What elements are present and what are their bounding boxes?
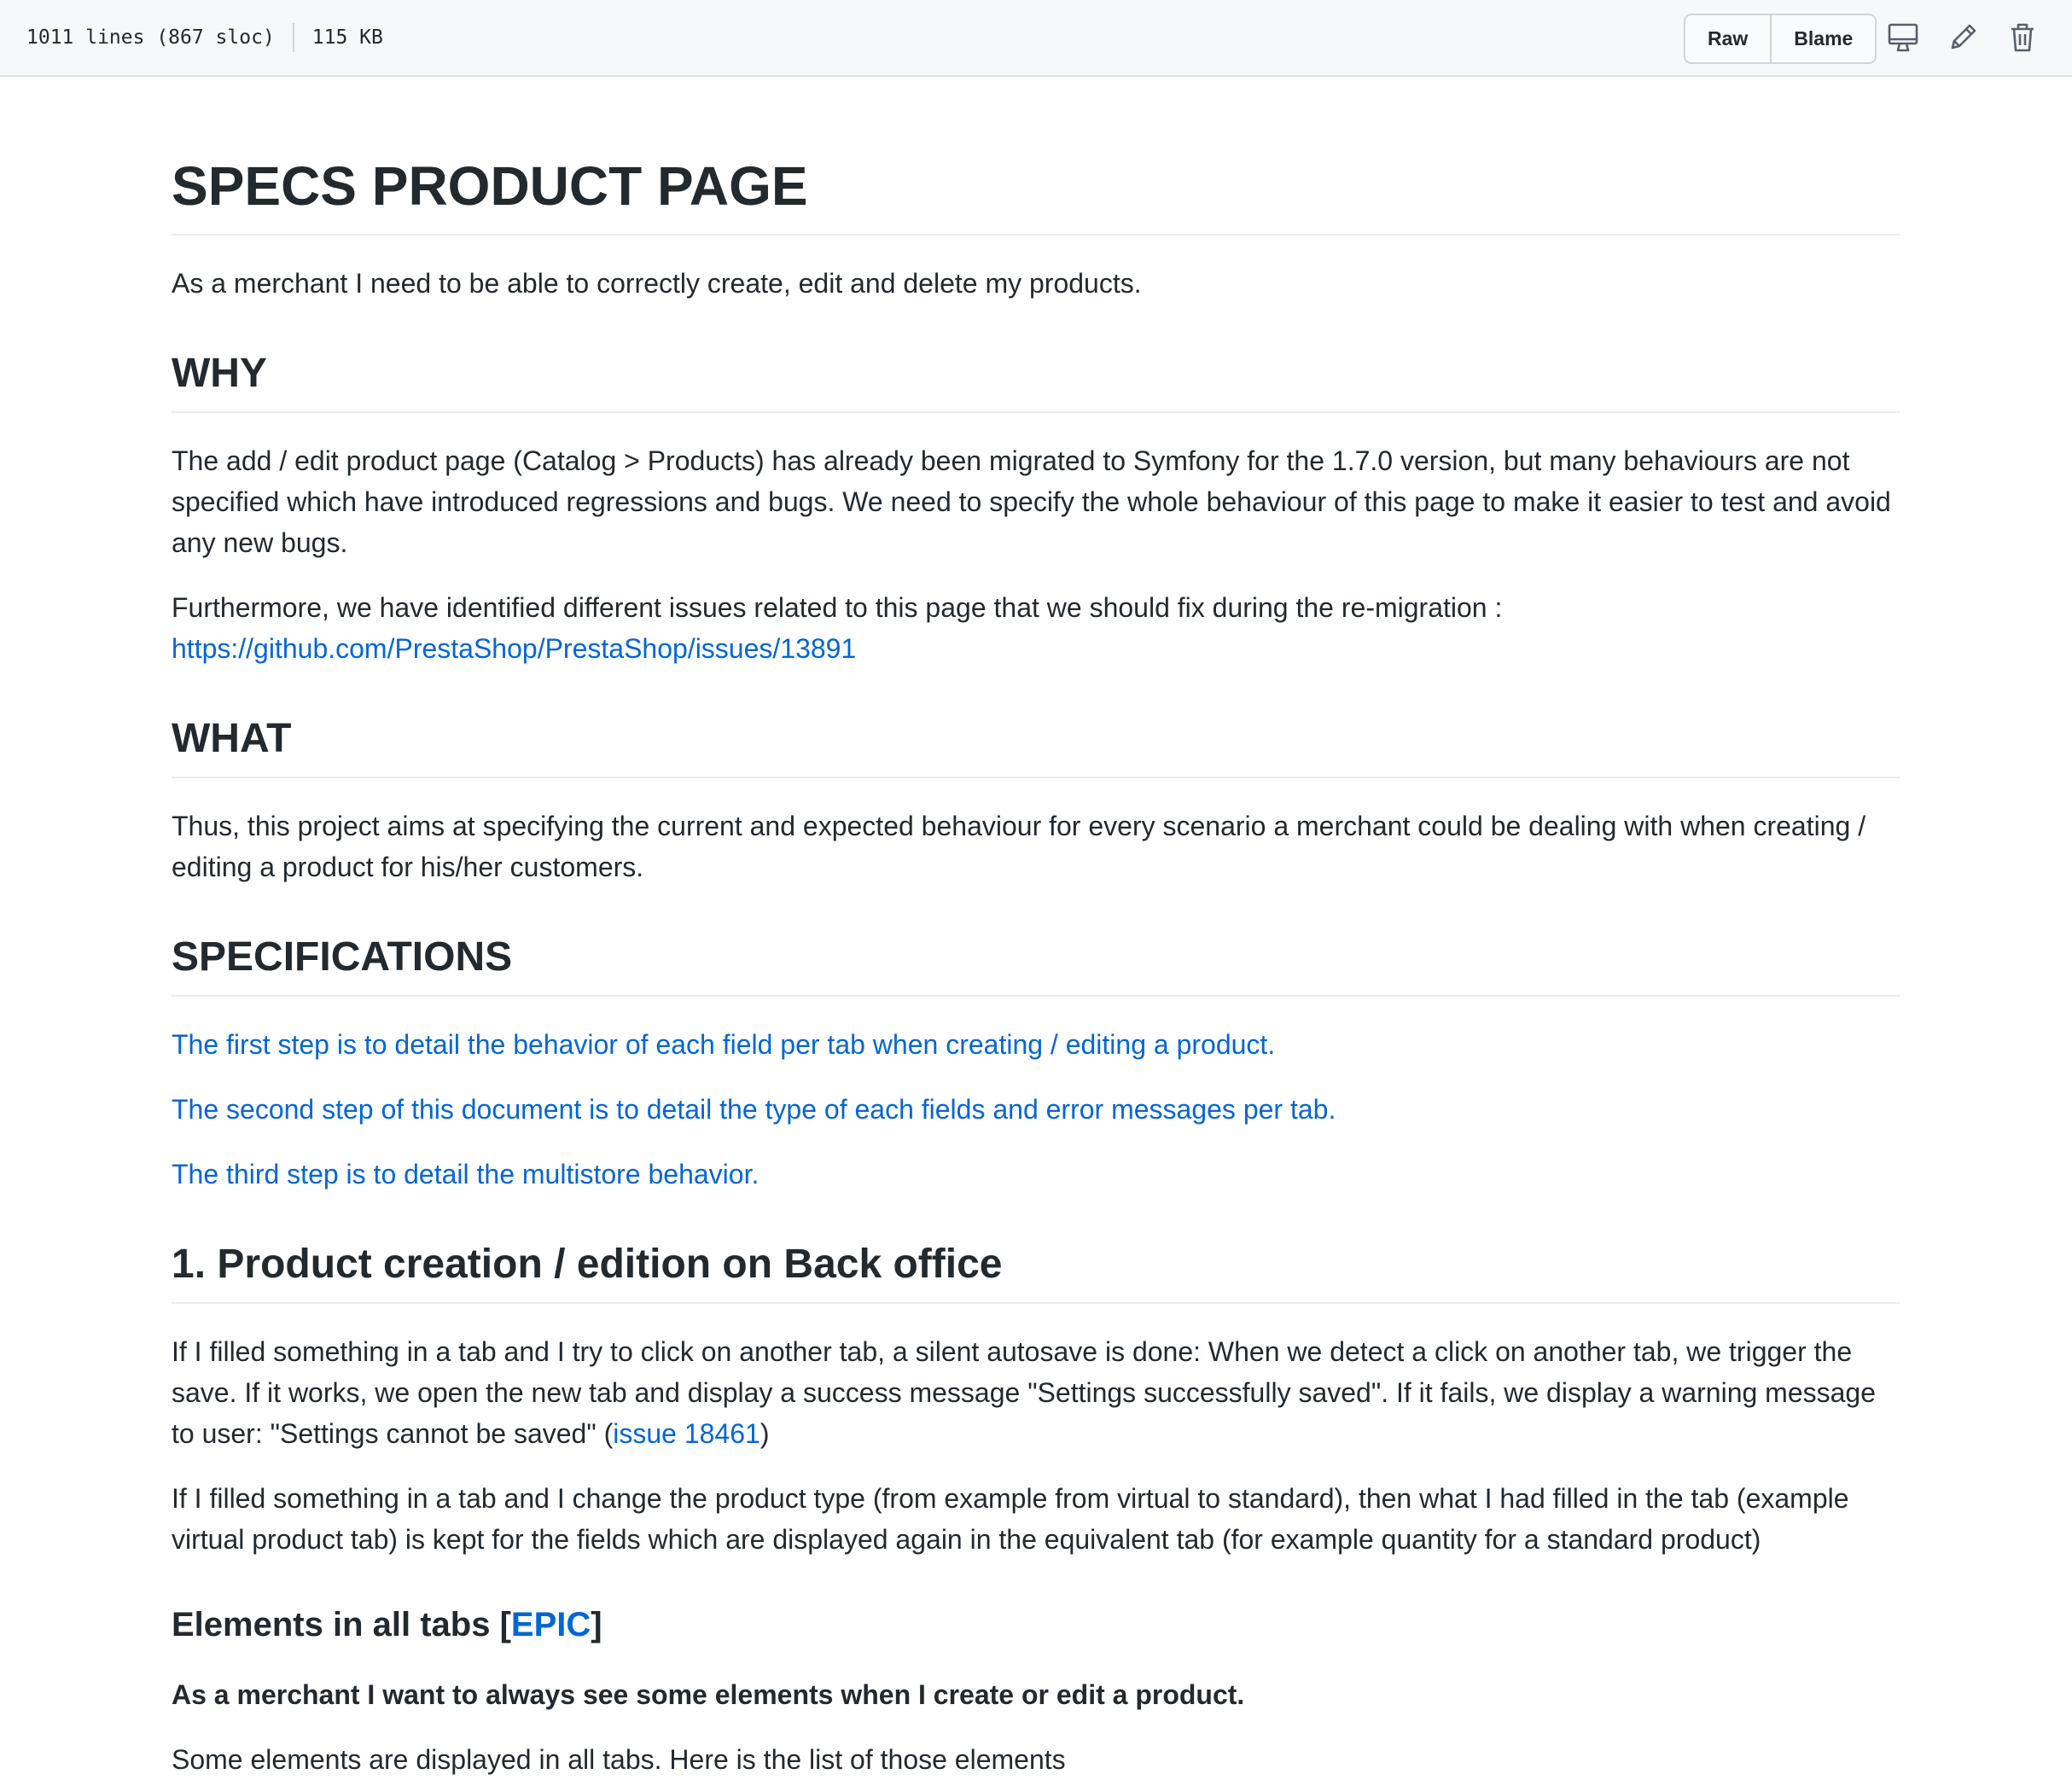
pencil-icon[interactable]	[1944, 19, 1982, 56]
divider	[293, 23, 294, 52]
spec-paragraph-1	[172, 1024, 1900, 1065]
elements-list-intro: Some elements are displayed in all tabs. Here is the list of those elements	[172, 1744, 1066, 1775]
autosave-text: If I filled something in a tab and I try to click on another tab, a silent autosave is done: When we detect a click on another tab, we trigger the save. If it works, we open the new tab and display a success message "Settings successfully saved". If it fails, we display a warning message to user: "Settings cannot be saved" (	[172, 1336, 1877, 1449]
epic-link[interactable]: EPIC	[510, 1606, 591, 1643]
file-size: 115 KB	[311, 26, 383, 49]
autosave-paragraph	[172, 1331, 1900, 1454]
elements-heading-text: Elements in all tabs [	[172, 1606, 511, 1643]
raw-button[interactable]: Raw	[1708, 27, 1749, 49]
heading-what: WHAT	[172, 713, 1900, 778]
spec-paragraph-3	[172, 1154, 1900, 1195]
heading-specifications: SPECIFICATIONS	[172, 932, 1900, 997]
markdown-body	[172, 75, 1900, 1780]
why-paragraph-1: The add / edit product page (Catalog > Products) has already been migrated to Symfony for the 1.7.0 version, but many behaviours are not specified which have introduced regressions and bugs. We need to specify the whole behaviour of this page to make it easier to test and avoid any new bugs.	[172, 445, 1891, 558]
why-paragraph-2	[172, 587, 1900, 669]
issue-18461-link[interactable]: issue 18461	[613, 1418, 760, 1449]
view-button-group	[1684, 14, 1877, 64]
elements-heading-end: ]	[591, 1606, 602, 1643]
spec-paragraph-2	[172, 1089, 1900, 1130]
spec-link-first-step[interactable]: The first step is to detail the behavior of each field per tab when creating / editing a product.	[172, 1029, 1276, 1060]
spec-link-third-step[interactable]: The third step is to detail the multistore behavior.	[172, 1159, 760, 1190]
page-title: SPECS PRODUCT PAGE	[172, 152, 1900, 236]
product-type-paragraph: If I filled something in a tab and I change the product type (from example from virtual to standard), then what I had filled in the tab (example virtual product tab) is kept for the fields which are displayed again in the equivalent tab (for example quantity for a standard product)	[172, 1483, 1849, 1555]
blame-button[interactable]: Blame	[1770, 15, 1875, 62]
issue-13891-link[interactable]: https://github.com/PrestaShop/PrestaShop/issues/13891	[172, 633, 857, 664]
heading-why: WHY	[172, 348, 1900, 413]
desktop-icon[interactable]	[1884, 19, 1922, 56]
spec-link-second-step[interactable]: The second step of this document is to detail the type of each fields and error messages per tab.	[172, 1094, 1336, 1125]
trash-icon[interactable]	[2004, 19, 2041, 56]
user-story-paragraph: As a merchant I want to always see some elements when I create or edit a product.	[172, 1679, 1245, 1710]
why-paragraph-2-text: Furthermore, we have identified different issues related to this page that we should fix during the re-migration :	[172, 592, 1503, 623]
file-header	[0, 0, 2072, 77]
line-count: 1011 lines (867 sloc)	[26, 26, 275, 49]
heading-product-creation: 1. Product creation / edition on Back office	[172, 1239, 1900, 1304]
file-info	[26, 0, 383, 75]
intro-paragraph: As a merchant I need to be able to correctly create, edit and delete my products.	[172, 268, 1142, 299]
what-paragraph: Thus, this project aims at specifying the current and expected behaviour for every scenario a merchant could be dealing with when creating / editing a product for his/her customers.	[172, 811, 1866, 882]
autosave-text-end: )	[760, 1418, 770, 1449]
heading-elements-all-tabs	[172, 1603, 1900, 1647]
